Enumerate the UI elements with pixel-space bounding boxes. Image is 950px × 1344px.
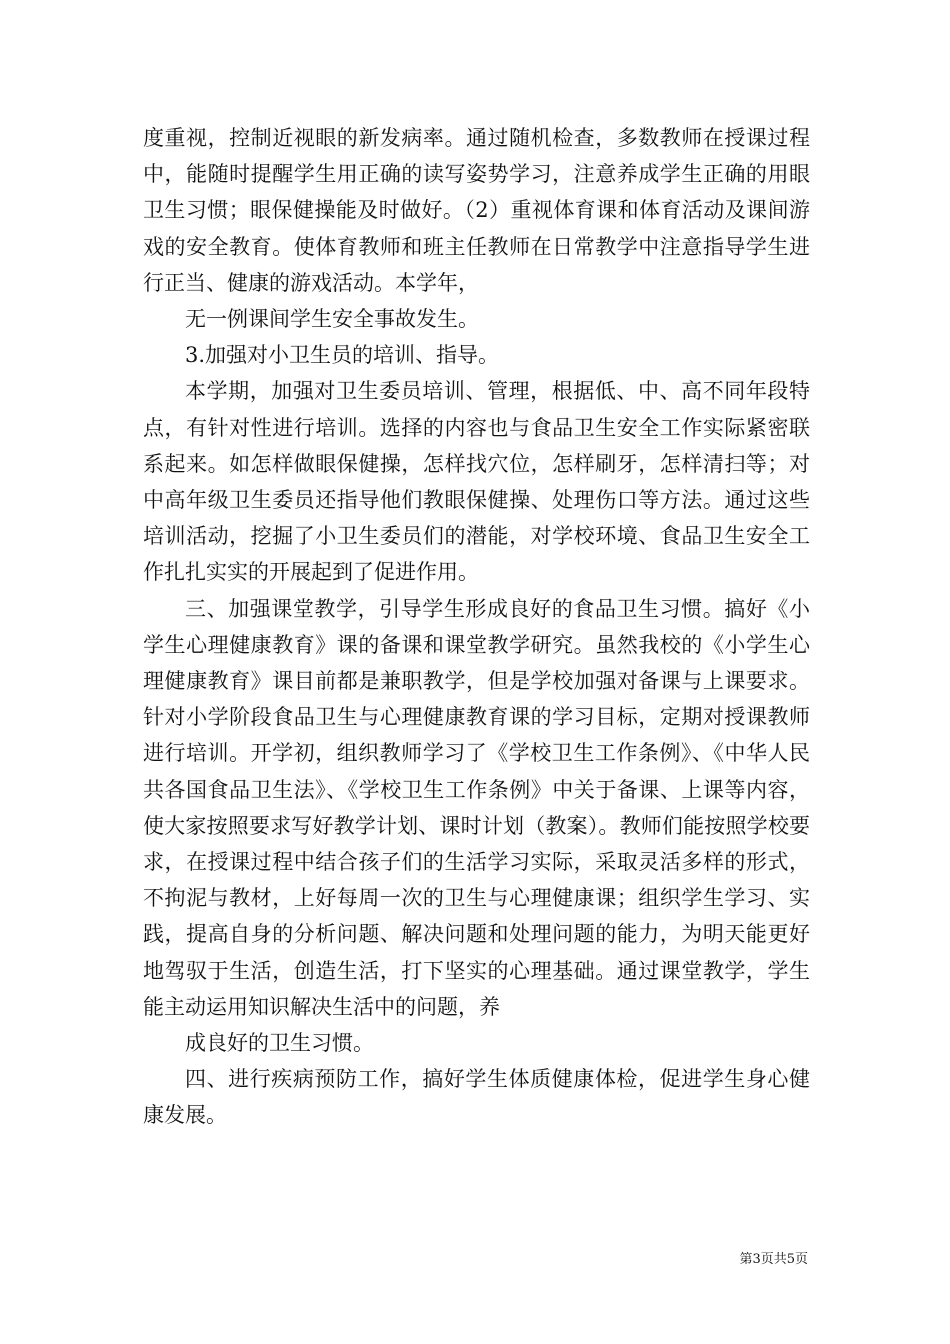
- paragraph-training-details: 本学期，加强对卫生委员培训、管理，根据低、中、高不同年段特点，有针对性进行培训。选择的内容也与食品卫生安全工作实际紧密联系起来。如怎样做眼保健操，怎样找穴位，怎样刷牙，怎样清扫等；对中高年级卫生委员还指导他们教眼保健操、处理伤口等方法。通过这些培训活动，挖掘了小卫生委员们的潜能，对学校环境、食品卫生安全工作扎扎实实的开展起到了促进作用。: [143, 379, 810, 585]
- paragraph-safety-result: 无一例课间学生安全事故发生。: [185, 307, 479, 332]
- paragraph-habit-formation: 成良好的卫生习惯。: [185, 1031, 374, 1056]
- paragraph-heading-training: 3.加强对小卫生员的培训、指导。: [185, 343, 500, 368]
- paragraph-classroom-teaching: 三、加强课堂教学，引导学生形成良好的食品卫生习惯。搞好《小学生心理健康教育》课的备课和课堂教学研究。虽然我校的《小学生心理健康教育》课目前都是兼职教学，但是学校加强对备课与上课要求。针对小学阶段食品卫生与心理健康教育课的学习目标，定期对授课教师进行培训。开学初，组织教师学习了《学校卫生工作条例》、《中华人民共各国食品卫生法》、《学校卫生工作条例》中关于备课、上课等内容，使大家按照要求写好教学计划、课时计划（教案）。教师们能按照学校要求，在授课过程中结合孩子们的生活学习实际，采取灵活多样的形式，不拘泥与教材，上好每周一次的卫生与心理健康课；组织学生学习、实践，提高自身的分析问题、解决问题和处理问题的能力，为明天能更好地驾驭于生活，创造生活，打下坚实的心理基础。通过课堂教学，学生能主动运用知识解决生活中的问题，养: [143, 596, 810, 1019]
- document-body: [143, 120, 810, 1134]
- paragraph-disease-prevention: 四、进行疾病预防工作，搞好学生体质健康体检，促进学生身心健康发展。: [143, 1067, 810, 1128]
- paragraph-continuation: 度重视，控制近视眼的新发病率。通过随机检查，多数教师在授课过程中，能随时提醒学生用正确的读写姿势学习，注意养成学生正确的用眼卫生习惯；眼保健操能及时做好。（2）重视体育课和体育活动及课间游戏的安全教育。使体育教师和班主任教师在日常教学中注意指导学生进行正当、健康的游戏活动。本学年，: [143, 126, 810, 295]
- page-number: 第3页共5页: [739, 1252, 808, 1267]
